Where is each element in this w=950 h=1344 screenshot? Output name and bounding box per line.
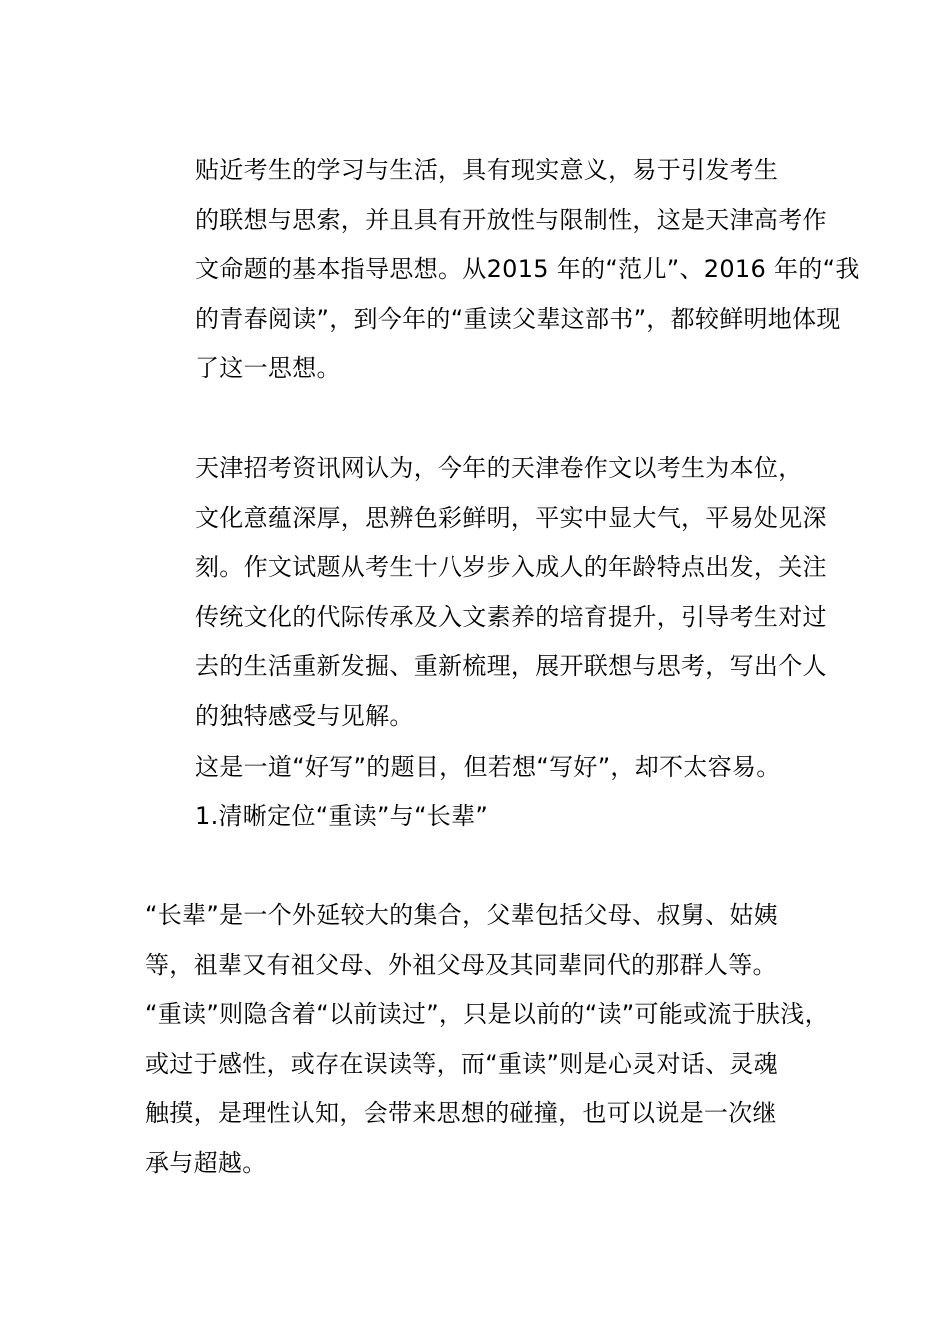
paragraph-line: 等，祖辈又有祖父母、外祖父母及其同辈同代的那群人等。 [145,950,777,979]
paragraph-line: 文化意蕴深厚，思辨色彩鲜明，平实中显大气，平易处见深 [195,503,827,532]
paragraph-line: 或过于感性，或存在误读等，而“重读”则是心灵对话、灵魂 [145,1049,778,1078]
paragraph-line: 1.清晰定位“重读”与“长辈” [195,802,489,830]
paragraph-5 [145,891,835,1188]
paragraph-2 [145,444,835,741]
paragraph-3 [145,743,835,793]
paragraph-line: “重读”则隐含着“以前读过”，只是以前的“读”可能或流于肤浅， [145,1000,829,1028]
paragraph-line: 承与超越。 [145,1148,267,1177]
paragraph-line: 刻。作文试题从考生十八岁步入成人的年龄特点出发，关注 [195,553,827,581]
section-heading [145,792,835,842]
paragraph-line: 去的生活重新发掘、重新梳理，展开联想与思考，写出个人 [195,652,827,680]
paragraph-line: 贴近考生的学习与生活，具有现实意义，易于引发考生 [195,156,779,184]
paragraph-line: 传统文化的代际传承及入文素养的培育提升，引导考生对过 [195,602,827,631]
paragraph-1 [145,146,860,394]
paragraph-line: 触摸，是理性认知，会带来思想的碰撞，也可以说是一次继 [145,1099,777,1127]
paragraph-line: 这是一道“好写”的题目，但若想“写好”，却不太容易。 [195,753,781,781]
paragraph-line: 的独特感受与见解。 [195,701,414,730]
paragraph-line: 了这一思想。 [195,354,341,382]
paragraph-line: “长辈”是一个外延较大的集合，父辈包括父母、叔舅、姑姨 [145,901,778,929]
paragraph-line: 的联想与思索，并且具有开放性与限制性，这是天津高考作 [195,205,827,234]
paragraph-line: 文命题的基本指导思想。从2015 年的“范儿”、2016 年的“我 [195,255,860,283]
paragraph-line: 天津招考资讯网认为，今年的天津卷作文以考生为本位， [195,454,803,482]
paragraph-line: 的青春阅读”，到今年的“重读父辈这部书”，都较鲜明地体现 [195,304,841,333]
